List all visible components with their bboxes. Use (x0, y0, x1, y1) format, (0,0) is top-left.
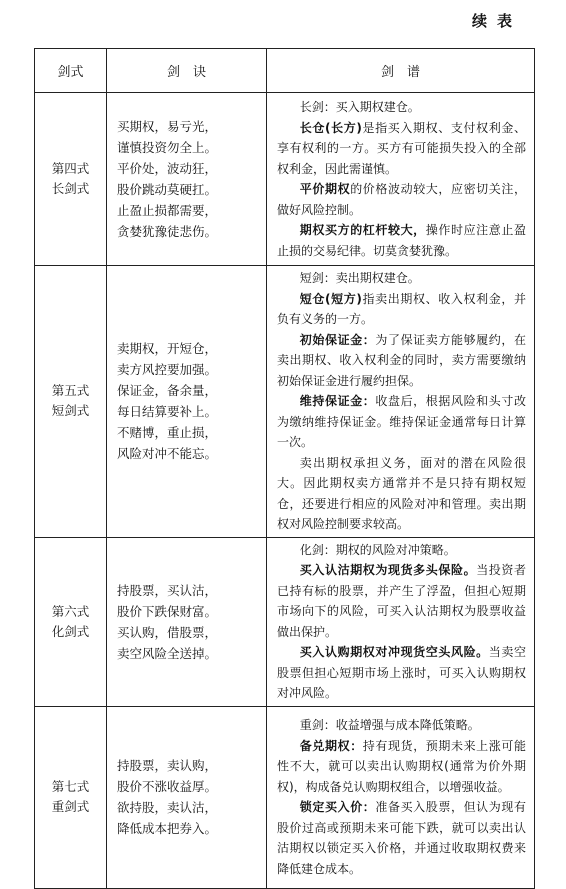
manual-paragraph: 锁定买入价：准备买入股票，但认为现有股价过高或预期未来可能下跌，就可以卖出认沽期权以锁定买入价格，并通过收取期权费来降低建仓成本。 (277, 800, 526, 876)
style-name-cell (35, 93, 107, 266)
style-number: 第四式 (51, 161, 90, 176)
style-name-cell (35, 706, 107, 888)
manual-cell (267, 537, 535, 706)
table-row (35, 266, 535, 538)
manual-paragraph: 卖出期权承担义务，面对的潜在风险很大。因此期权卖方通常并不是只持有期权短仓，还要进行相应的风险对冲和管理。卖出期权对风险控制要求较高。 (277, 455, 526, 531)
verse-cell (107, 93, 267, 266)
manual-paragraph: 重剑：收益增强与成本降低策略。 (299, 718, 480, 732)
verse-line: 降低成本把券入。 (117, 821, 218, 836)
verse-line: 贪婪犹豫徒悲伤。 (117, 224, 218, 239)
verse-line: 止盈止损都需要， (117, 203, 218, 218)
manual-paragraph: 维持保证金：收盘后，根据风险和头寸改为缴纳维持保证金。维持保证金通常每日计算一次。 (277, 394, 526, 449)
verse-line: 卖期权，开短仓， (117, 341, 218, 357)
verse-cell (107, 706, 267, 888)
verse-line: 股价跳动莫硬扛。 (117, 182, 218, 197)
style-title: 长剑式 (51, 181, 90, 196)
sword-table (34, 48, 535, 889)
style-number: 第七式 (51, 779, 90, 794)
verse-line: 持股票，买认沽， (117, 582, 218, 598)
manual-paragraph: 期权买方的杠杆较大，操作时应注意止盈止损的交易纪律。切莫贪婪犹豫。 (277, 223, 526, 258)
style-number: 第五式 (51, 383, 90, 399)
column-header-manual: 剑 谱 (267, 49, 535, 93)
manual-cell (267, 706, 535, 888)
manual-paragraph: 短仓(短方)指卖出期权、收入权利金，并负有义务的一方。 (277, 291, 526, 326)
column-header-style: 剑式 (35, 49, 107, 93)
verse-line: 买期权，易亏光， (117, 119, 218, 134)
column-header-verse: 剑 诀 (107, 49, 267, 93)
table-row (35, 706, 535, 888)
verse-line: 卖方风控要加强。 (117, 362, 218, 378)
manual-paragraph: 备兑期权：持有现货，预期未来上涨可能性不大，就可以卖出认购期权(通常为价外期权)，构成备兑认购期权组合，以增强收益。 (277, 738, 526, 794)
verse-line: 每日结算要补上。 (117, 404, 218, 420)
verse-cell (107, 537, 267, 706)
table-header-row (35, 49, 535, 93)
manual-cell (267, 93, 535, 266)
manual-paragraph: 长剑：买入期权建仓。 (299, 100, 420, 114)
style-name-cell (35, 537, 107, 706)
manual-paragraph: 买入认购期权对冲现货空头风险。当卖空股票但担心短期市场上涨时，可买入认购期权对冲风险。 (277, 645, 526, 700)
manual-paragraph: 买入认沽期权为现货多头保险。当投资者已持有标的股票，并产生了浮盈，但担心短期市场向下的风险，可买入认沽期权为股票收益做出保护。 (277, 563, 526, 639)
verse-line: 股价下跌保财富。 (117, 603, 218, 619)
verse-line: 持股票，卖认购， (117, 758, 218, 773)
verse-line: 保证金，备余量， (117, 383, 218, 399)
verse-line: 风险对冲不能忘。 (117, 446, 218, 462)
verse-cell (107, 266, 267, 538)
style-name-cell (35, 266, 107, 538)
verse-line: 买认购，借股票， (117, 624, 218, 640)
manual-paragraph: 平价期权的价格波动较大，应密切关注，做好风险控制。 (277, 182, 526, 217)
style-title: 短剑式 (51, 403, 90, 419)
manual-paragraph: 化剑：期权的风险对冲策略。 (299, 542, 456, 557)
style-title: 重剑式 (51, 799, 90, 814)
verse-line: 股价不涨收益厚。 (117, 779, 218, 794)
verse-line: 欲持股，卖认沽， (117, 800, 218, 815)
manual-paragraph: 长仓(长方)是指买入期权、支付权利金、享有权利的一方。买方有可能损失投入的全部权利金，因此需谨慎。 (277, 120, 526, 176)
manual-paragraph: 初始保证金：为了保证卖方能够履约，在卖出期权、收入权利金的同时，卖方需要缴纳初始保证金进行履约担保。 (277, 332, 526, 388)
table-row (35, 537, 535, 706)
continued-label: 续表 (471, 12, 522, 30)
manual-paragraph: 短剑：卖出期权建仓。 (299, 271, 420, 285)
verse-line: 谨慎投资勿全上。 (117, 140, 218, 155)
manual-cell (267, 266, 535, 538)
style-number: 第六式 (51, 603, 90, 619)
table-row (35, 93, 535, 266)
style-title: 化剑式 (51, 623, 90, 639)
verse-line: 不赌博，重止损， (117, 425, 218, 441)
verse-line: 卖空风险全送掉。 (117, 645, 218, 661)
verse-line: 平价处，波动狂， (117, 161, 218, 176)
